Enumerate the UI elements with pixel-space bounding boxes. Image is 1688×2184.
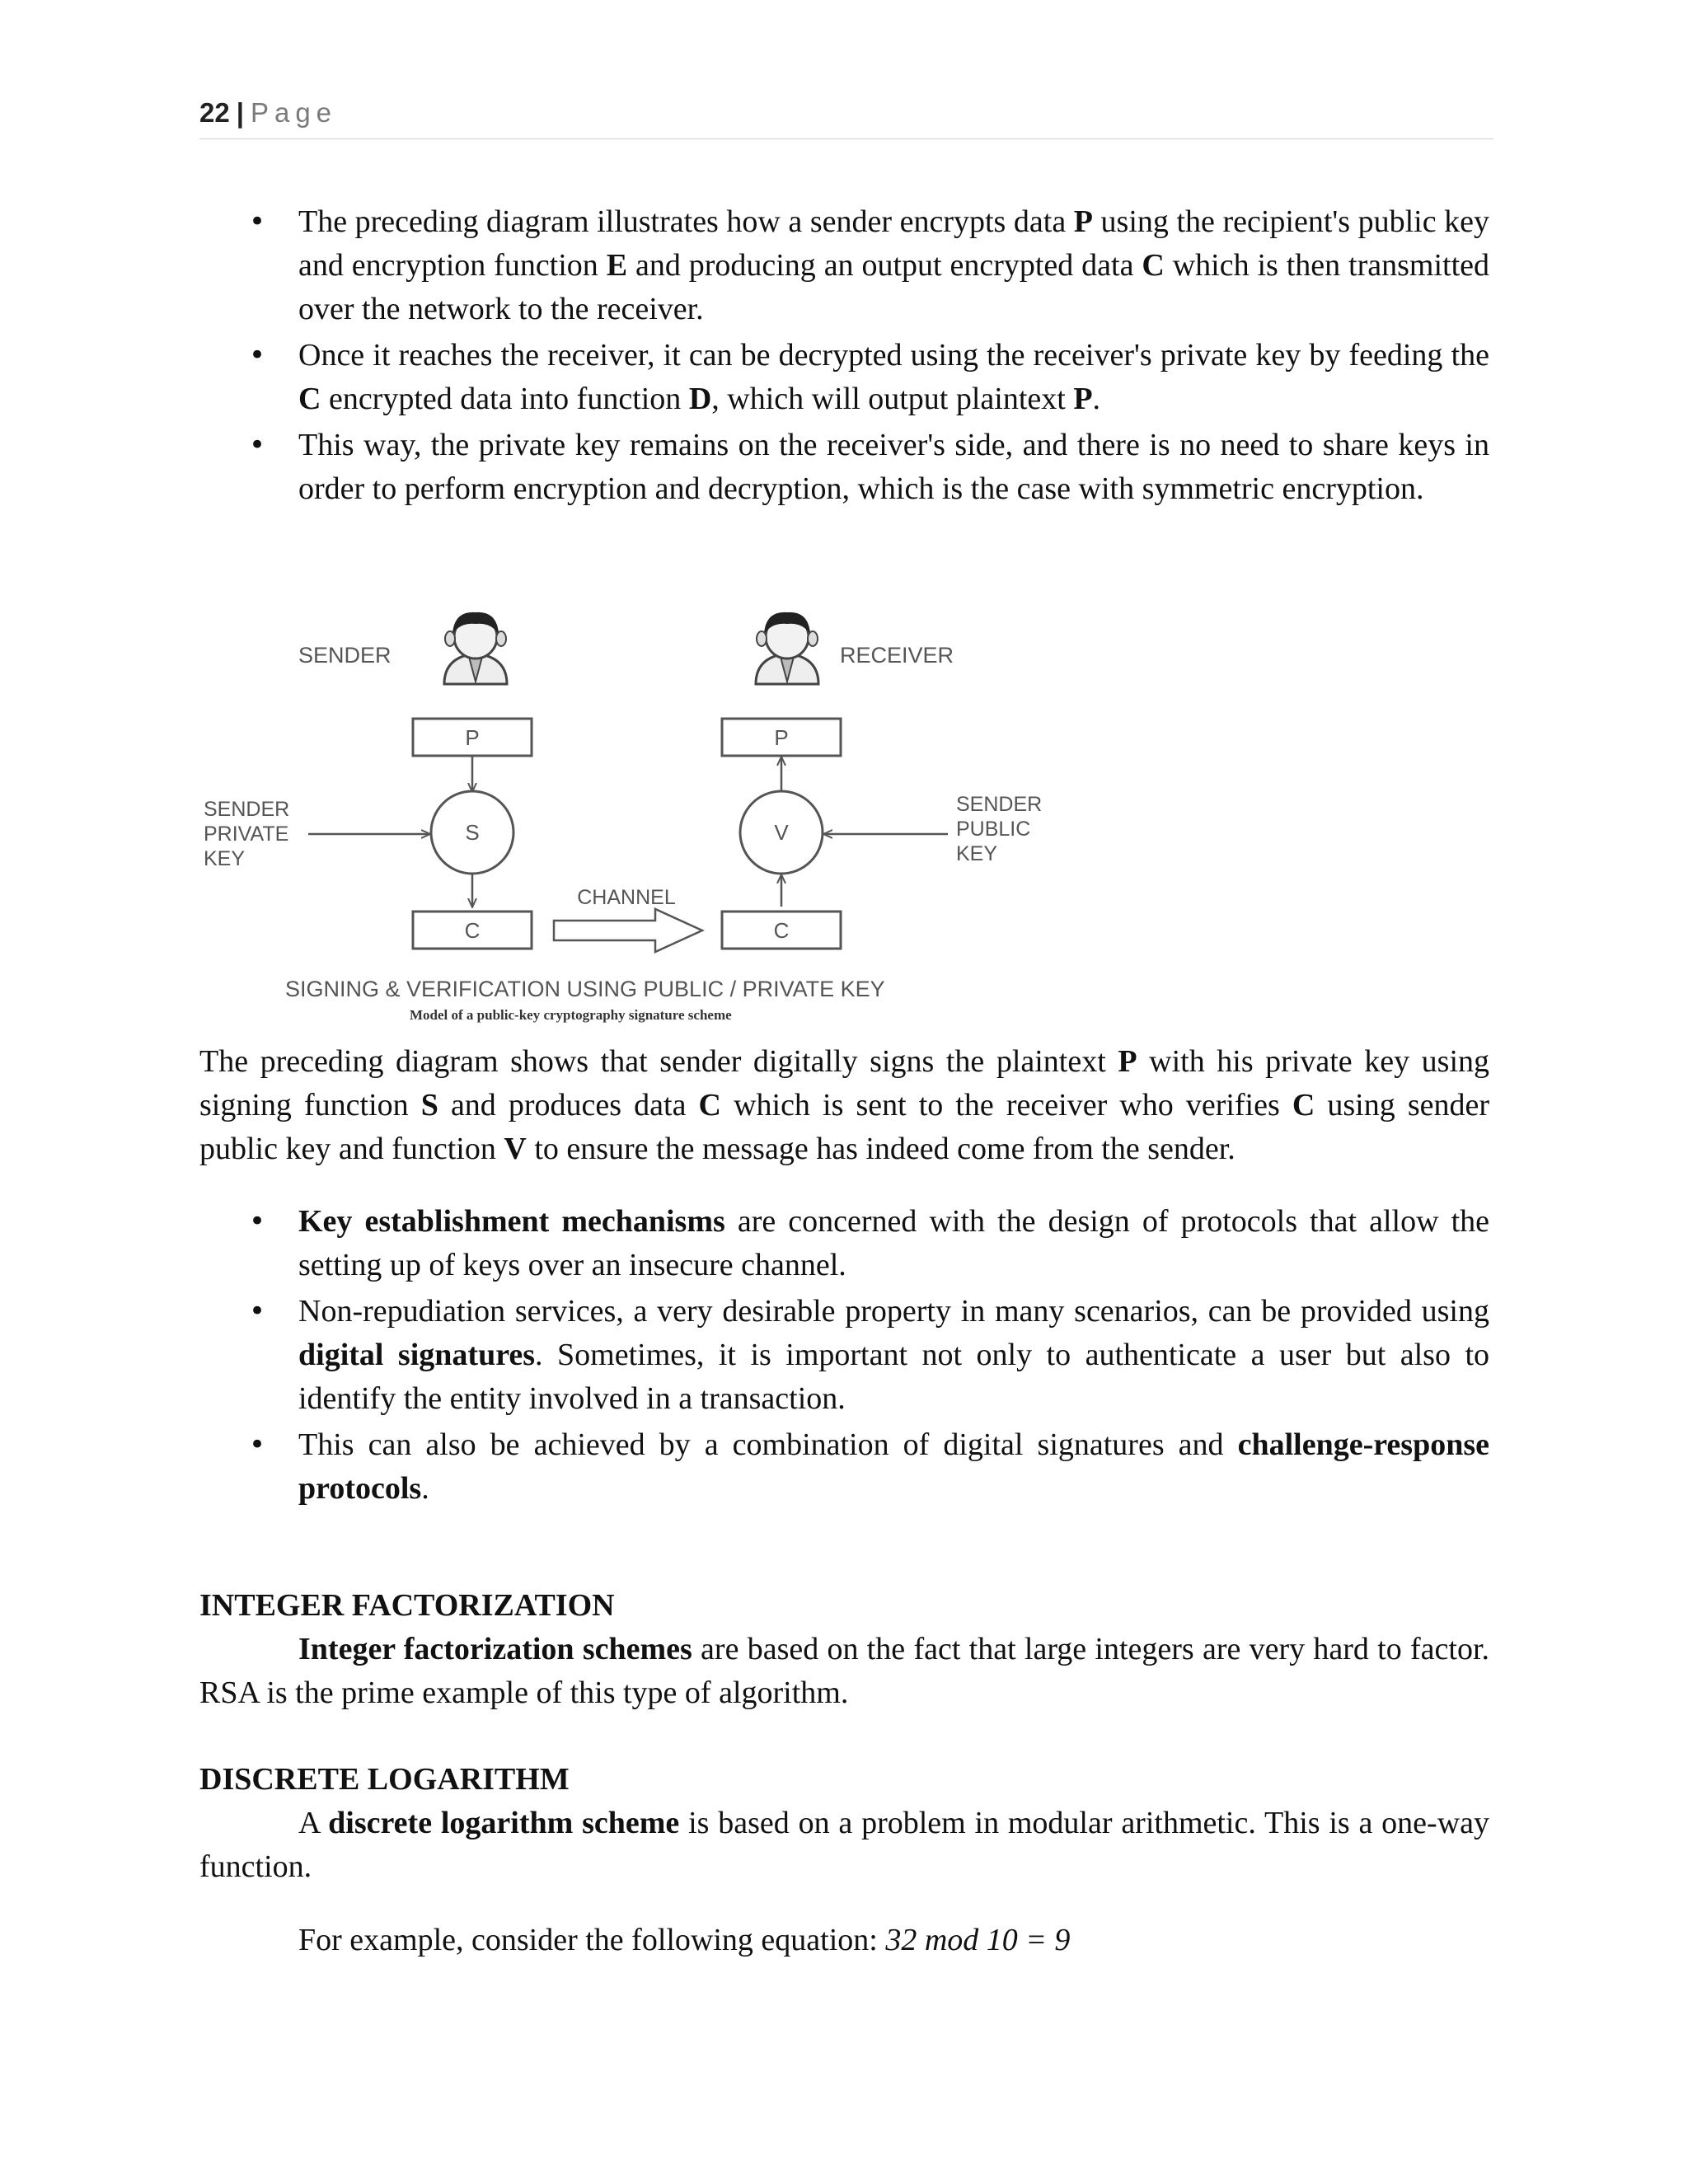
heading-discrete-logarithm: DISCRETE LOGARITHM	[199, 1762, 570, 1797]
bullet-list-encryption	[199, 200, 1489, 511]
bold-text: C	[698, 1088, 721, 1122]
text-run: .	[1092, 382, 1101, 416]
sender-c-label: C	[464, 918, 481, 943]
bold-text: C	[298, 382, 321, 416]
text-run: For example, consider the following equation:	[298, 1923, 886, 1957]
receiver-p-label: P	[774, 725, 789, 750]
italic-text: 32 mod 10 = 9	[885, 1923, 1071, 1957]
text-run: .	[421, 1471, 429, 1506]
list-item	[199, 424, 1489, 511]
sender-p-label: P	[465, 725, 480, 750]
private-key-label	[204, 798, 295, 870]
public-key-line: KEY	[956, 842, 998, 865]
list-item	[199, 1423, 1489, 1511]
bold-text: P	[1118, 1044, 1137, 1079]
text-run: Once it reaches the receiver, it can be decrypted using the receiver's private key by feeding the	[298, 338, 1489, 373]
header-separator: |	[236, 97, 244, 128]
verify-function-label: V	[774, 820, 789, 845]
bold-text: P	[1073, 204, 1093, 239]
bold-text: P	[1073, 382, 1093, 416]
receiver-person-icon	[756, 612, 818, 684]
text-run: is based on a problem in modular arithmetic. This is a one-way function.	[199, 1806, 1489, 1884]
text-run: The preceding diagram illustrates how a sender encrypts data	[298, 204, 1074, 239]
bold-text: C	[1142, 248, 1165, 283]
sender-person-icon	[444, 612, 507, 684]
text-run: are based on the fact that large integers are very hard to factor. RSA is the prime example of this type of algorithm.	[199, 1632, 1490, 1710]
text-run: and produces data	[438, 1088, 699, 1122]
diagram-caption: Model of a public-key cryptography signature scheme	[410, 1007, 732, 1023]
signature-diagram-svg	[199, 606, 1077, 1026]
sign-function-label: S	[465, 820, 480, 845]
heading-integer-factorization: INTEGER FACTORIZATION	[199, 1588, 615, 1623]
text-run: using the recipient's public key and encryption function	[298, 204, 1489, 283]
channel-label: CHANNEL	[577, 886, 676, 909]
discrete-logarithm-paragraph	[199, 1802, 1489, 1889]
text-run: , which will output plaintext	[711, 382, 1074, 416]
receiver-c-label: C	[773, 918, 790, 943]
text-run: This can also be achieved by a combination of digital signatures and	[298, 1427, 1238, 1462]
private-key-line: PRIVATE	[204, 823, 289, 846]
text-run: are concerned with the design of protocols that allow the setting up of keys over an insecure channel.	[298, 1204, 1489, 1282]
bold-text: digital signatures	[298, 1338, 536, 1372]
diagram-explanation-paragraph	[199, 1040, 1489, 1171]
text-run: using sender public key and function	[199, 1088, 1489, 1166]
text-run: to ensure the message has indeed come from the sender.	[526, 1132, 1236, 1166]
list-item	[199, 1200, 1489, 1287]
bold-text: E	[606, 248, 628, 283]
page-number: 22	[199, 97, 230, 128]
signature-diagram	[199, 606, 1077, 1026]
list-item	[199, 334, 1489, 421]
text-run: This way, the private key remains on the receiver's side, and there is no need to share keys in order to perform encryption and decryption, which is the case with symmetric encryption.	[298, 428, 1489, 506]
list-item	[199, 200, 1489, 331]
public-key-line: PUBLIC	[956, 818, 1031, 841]
receiver-label: RECEIVER	[840, 643, 954, 668]
text-run: A	[298, 1806, 329, 1840]
diagram-title: SIGNING & VERIFICATION USING PUBLIC / PRIVATE KEY	[285, 977, 885, 1001]
text-run: with his private key using signing function	[199, 1044, 1489, 1122]
private-key-line: KEY	[204, 847, 246, 870]
bold-text: S	[420, 1088, 438, 1122]
text-run: and producing an output encrypted data	[627, 248, 1142, 283]
text-run: which is sent to the receiver who verifies	[720, 1088, 1292, 1122]
bullet-list-key-mechanisms	[199, 1200, 1489, 1511]
text-run: Non-repudiation services, a very desirable property in many scenarios, can be provided using	[298, 1294, 1489, 1329]
example-equation-paragraph	[199, 1919, 1489, 1962]
bold-text: D	[688, 382, 712, 416]
text-run: The preceding diagram shows that sender digitally signs the plaintext	[199, 1044, 1118, 1079]
public-key-label	[956, 793, 1048, 865]
page-label: Page	[250, 97, 338, 128]
bold-text: Key establishment mechanisms	[298, 1204, 725, 1239]
bold-text: challenge-response protocols	[298, 1427, 1489, 1506]
bold-text: V	[504, 1132, 527, 1166]
text-run: which is then transmitted over the network to the receiver.	[298, 248, 1489, 326]
bold-text: Integer factorization schemes	[298, 1632, 692, 1666]
integer-factorization-paragraph	[199, 1628, 1489, 1715]
channel-arrow	[554, 909, 702, 952]
sender-label: SENDER	[298, 643, 392, 668]
bold-text: discrete logarithm scheme	[328, 1806, 680, 1840]
text-run: . Sometimes, it is important not only to authenticate a user but also to identify the entity involved in a transaction.	[298, 1338, 1490, 1416]
page-header	[199, 97, 1493, 139]
public-key-line: SENDER	[956, 793, 1043, 816]
text-run: encrypted data into function	[321, 382, 689, 416]
private-key-line: SENDER	[204, 798, 290, 821]
bold-text: C	[1292, 1088, 1315, 1122]
list-item	[199, 1290, 1489, 1421]
